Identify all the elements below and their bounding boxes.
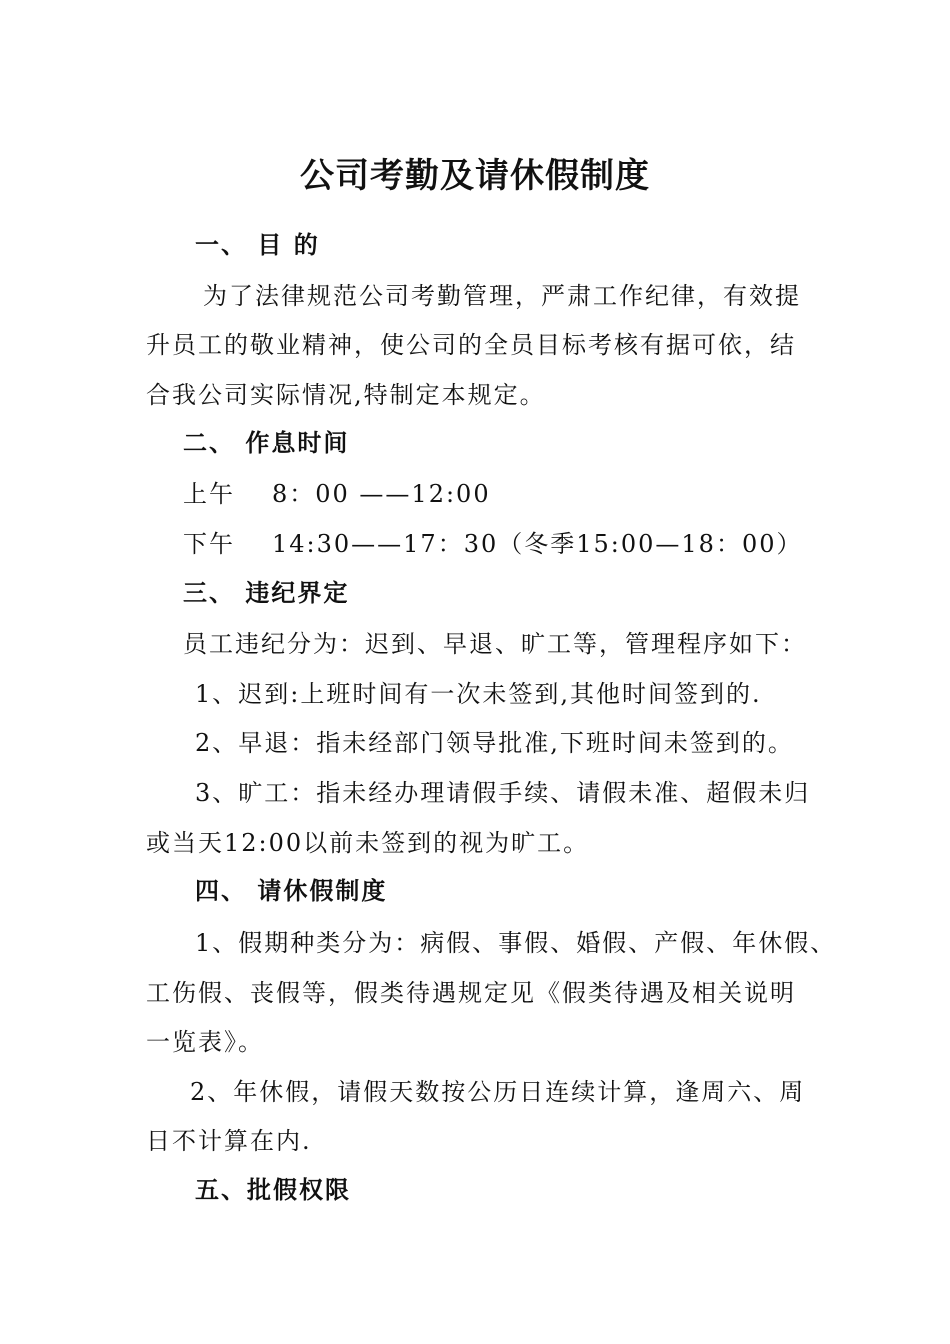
section-4-item-1-line-1: 1、假期种类分为：病假、事假、婚假、产假、年休假、 [195,929,837,957]
section-1-heading: 一、 目 的 [195,230,320,259]
section-1-paragraph-line-1: 为了法律规范公司考勤管理，严肃工作纪律，有效提 [203,282,801,310]
section-2-heading: 二、 作息时间 [183,428,350,457]
section-3-item-early-leave: 2、早退：指未经部门领导批准,下班时间未签到的。 [195,729,794,757]
section-4-item-1-line-2: 工伤假、丧假等，假类待遇规定见《假类待遇及相关说明 [146,979,796,1007]
section-3-intro: 员工违纪分为：迟到、早退、旷工等，管理程序如下： [183,630,807,658]
morning-label: 上午 [183,480,235,508]
section-3-item-absence-line-1: 3、旷工：指未经办理请假手续、请假未准、超假未归 [195,779,811,807]
morning-hours: 8：00 ——12:00 [272,480,491,508]
section-4-heading: 四、 请休假制度 [195,876,388,905]
afternoon-label: 下午 [183,530,235,558]
section-1-paragraph-line-3: 合我公司实际情况,特制定本规定。 [146,381,546,409]
afternoon-hours: 14:30——17：30（冬季15:00—18：00） [272,530,803,558]
section-3-heading: 三、 违纪界定 [183,578,350,607]
section-1-paragraph-line-2: 升员工的敬业精神，使公司的全员目标考核有据可依，结 [146,331,796,359]
section-4-item-2-line-1: 2、年休假，请假天数按公历日连续计算，逢周六、周 [190,1078,806,1106]
section-4-item-1-line-3: 一览表》。 [146,1028,264,1056]
section-3-item-absence-line-2: 或当天12:00以前未签到的视为旷工。 [146,829,590,857]
section-4-item-2-line-2: 日不计算在内. [146,1127,312,1155]
section-5-heading: 五、批假权限 [195,1175,351,1204]
section-3-item-late: 1、迟到:上班时间有一次未签到,其他时间签到的. [195,680,762,708]
document-title: 公司考勤及请休假制度 [300,156,650,196]
